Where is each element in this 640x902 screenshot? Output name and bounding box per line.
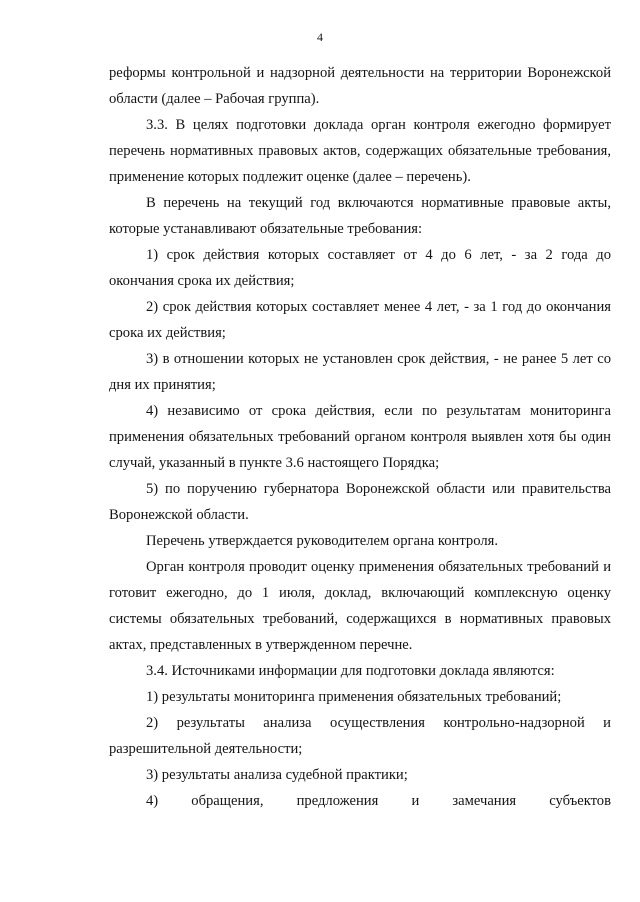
paragraph-0: реформы контрольной и надзорной деятельности на территории Воронежской области (далее – Рабочая группа). <box>109 65 611 107</box>
paragraph-11: 1) результаты мониторинга применения обязательных требований; <box>146 689 562 705</box>
paragraph-2: В перечень на текущий год включаются нормативные правовые акты, которые устанавливают обязательные требования: <box>109 195 611 237</box>
paragraph-8: Перечень утверждается руководителем органа контроля. <box>146 533 498 549</box>
page-number: 4 <box>317 30 323 44</box>
paragraph-3: 1) срок действия которых составляет от 4 до 6 лет, - за 2 года до окончания срока их действия; <box>109 247 611 289</box>
paragraph-14: 4) обращения, предложения и замечания субъектов <box>146 793 611 809</box>
paragraph-4: 2) срок действия которых составляет менее 4 лет, - за 1 год до окончания срока их действия; <box>109 299 611 341</box>
paragraph-6: 4) независимо от срока действия, если по результатам мониторинга применения обязательных требований органом контроля выявлен хотя бы один случай, указанный в пункте 3.6 настоящего Порядка; <box>109 403 611 471</box>
paragraph-5: 3) в отношении которых не установлен срок действия, - не ранее 5 лет со дня их принятия; <box>109 351 611 393</box>
paragraph-13: 3) результаты анализа судебной практики; <box>146 767 408 783</box>
paragraph-1: 3.3. В целях подготовки доклада орган контроля ежегодно формирует перечень нормативных правовых актов, содержащих обязательные требования, применение которых подлежит оценке (далее – перечень). <box>109 117 611 185</box>
paragraph-10: 3.4. Источниками информации для подготовки доклада являются: <box>146 663 555 679</box>
paragraph-9: Орган контроля проводит оценку применения обязательных требований и готовит ежегодно, до 1 июля, доклад, включающий комплексную оценку системы обязательных требований, содержащихся в нормативных правовых актах, представленных в утвержденном перечне. <box>109 559 611 653</box>
paragraph-12: 2) результаты анализа осуществления контрольно-надзорной и разрешительной деятельности; <box>109 715 611 757</box>
paragraph-7: 5) по поручению губернатора Воронежской области или правительства Воронежской области. <box>109 481 611 523</box>
